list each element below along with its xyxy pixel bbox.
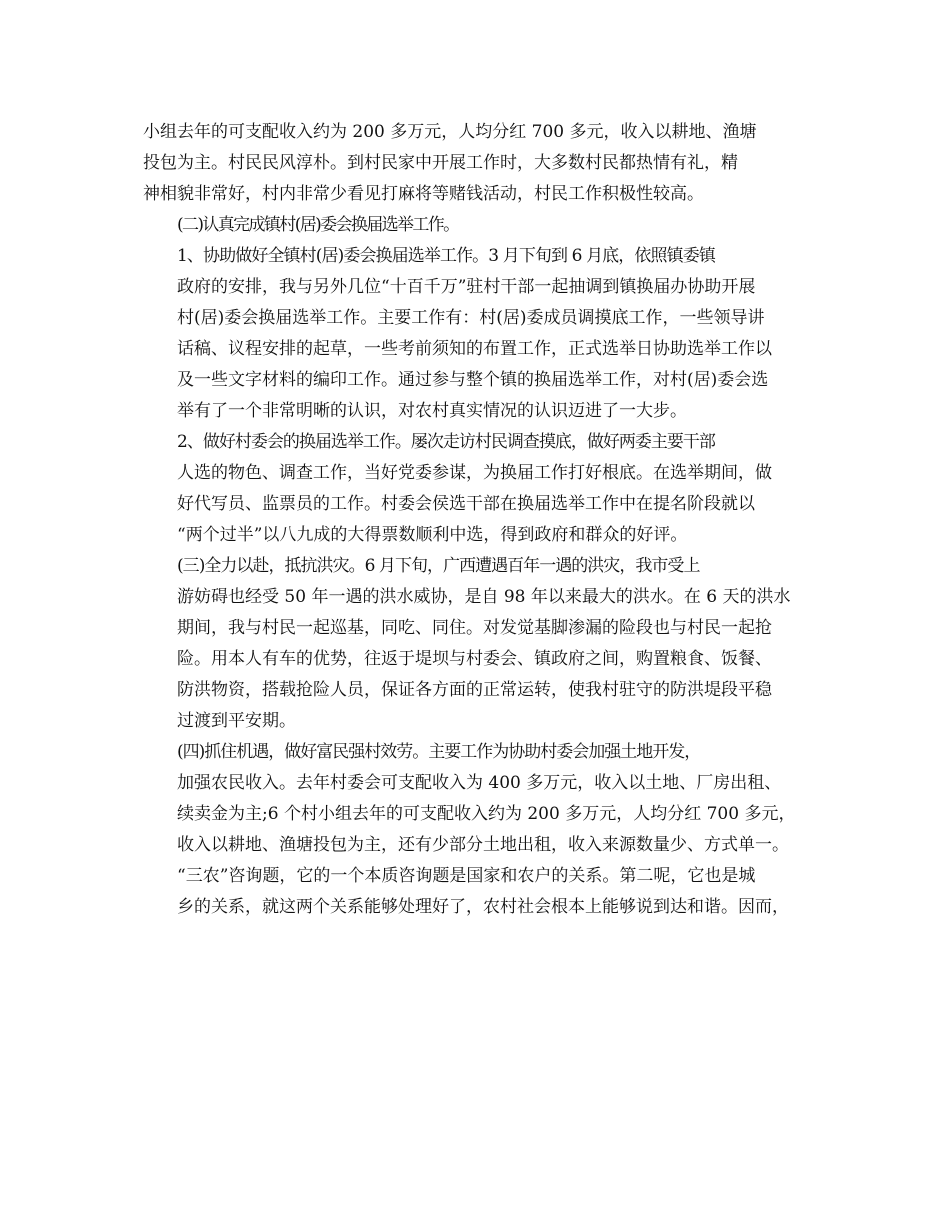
text-line: 防洪物资，搭载抢险人员，保证各方面的正常运转，使我村驻守的防洪堤段平稳	[177, 680, 772, 700]
text-line: 续卖金为主;6 个村小组去年的可支配收入约为 200 多万元，人均分红 700 多元，	[177, 804, 796, 824]
text-line: 村(居)委会换届选举工作。主要工作有：村(居)委成员调摸底工作，一些领导讲	[177, 308, 765, 328]
document-body	[143, 117, 807, 923]
text-line: 及一些文字材料的编印工作。通过参与整个镇的换届选举工作，对村(居)委会选	[177, 370, 769, 390]
text-line: (二)认真完成镇村(居)委会换届选举工作。	[177, 215, 459, 235]
text-line: 收入以耕地、渔塘投包为主，还有少部分土地出租，收入来源数量少、方式单一。	[177, 835, 789, 855]
text-line: 神相貌非常好，村内非常少看见打麻将等赌钱活动，村民工作积极性较高。	[143, 184, 704, 204]
text-line: 期间，我与村民一起巡基，同吃、同住。对发觉基脚渗漏的险段也与村民一起抢	[177, 618, 772, 638]
text-line: 乡的关系，就这两个关系能够处理好了，农村社会根本上能够说到达和谐。因而，	[177, 897, 789, 917]
paragraph	[143, 117, 807, 210]
text-line: 1、协助做好全镇村(居)委会换届选举工作。3 月下旬到 6 月底，依照镇委镇	[177, 246, 715, 266]
text-line: (四)抓住机遇，做好富民强村效劳。主要工作为协助村委会加强土地开发，	[177, 742, 701, 762]
paragraph	[143, 210, 807, 241]
paragraph	[143, 241, 807, 427]
text-line: 险。用本人有车的优势，往返于堤坝与村委会、镇政府之间，购置粮食、饭餐、	[177, 649, 772, 669]
text-line: 加强农民收入。去年村委会可支配收入为 400 多万元，收入以土地、厂房出租、	[177, 773, 782, 793]
text-line: 话稿、议程安排的起草，一些考前须知的布置工作，正式选举日协助选举工作以	[177, 339, 772, 359]
text-line: (三)全力以赴，抵抗洪灾。6 月下旬，广西遭遇百年一遇的洪灾，我市受上	[177, 556, 700, 576]
paragraph	[143, 427, 807, 551]
text-line: 投包为主。村民民风淳朴。到村民家中开展工作时，大多数村民都热情有礼，精	[143, 153, 738, 173]
text-line: 游妨碍也经受 50 年一遇的洪水威协，是自 98 年以来最大的洪水。在 6 天的洪水	[177, 587, 791, 607]
text-line: 小组去年的可支配收入约为 200 多万元，人均分红 700 多元，收入以耕地、渔塘	[143, 122, 757, 142]
text-line: “两个过半”以八九成的大得票数顺利中选，得到政府和群众的好评。	[177, 525, 688, 545]
text-line: 政府的安排，我与另外几位“十百千万”驻村干部一起抽调到镇换届办协助开展	[177, 277, 756, 297]
text-line: 人选的物色、调查工作，当好党委参谋，为换届工作打好根底。在选举期间，做	[177, 463, 772, 483]
paragraph	[143, 551, 807, 737]
text-line: 2、做好村委会的换届选举工作。屡次走访村民调查摸底，做好两委主要干部	[177, 432, 715, 452]
text-line: 过渡到平安期。	[177, 711, 296, 731]
text-line: 举有了一个非常明晰的认识，对农村真实情况的认识迈进了一大步。	[177, 401, 687, 421]
paragraph	[143, 737, 807, 923]
text-line: 好代写员、监票员的工作。村委会侯选干部在换届选举工作中在提名阶段就以	[177, 494, 755, 514]
text-line: “三农”咨询题，它的一个本质咨询题是国家和农户的关系。第二呢，它也是城	[177, 866, 756, 886]
